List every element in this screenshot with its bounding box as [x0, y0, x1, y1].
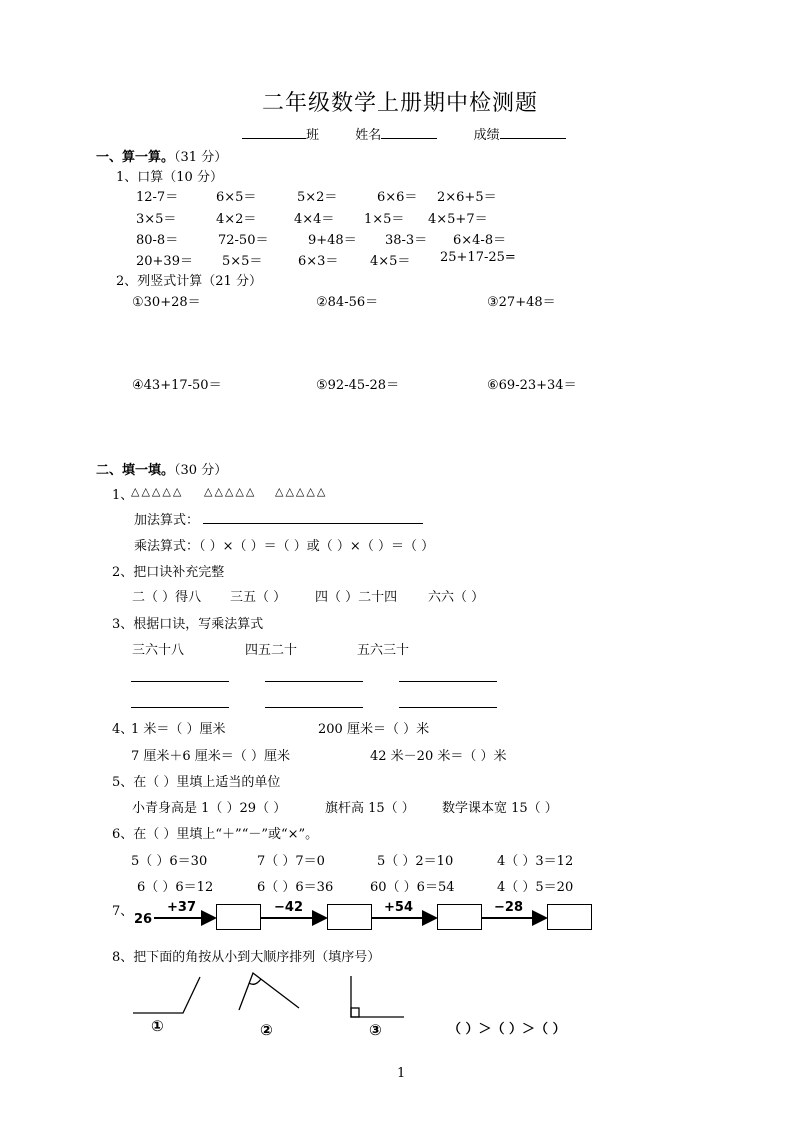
- angle-label: ③: [369, 1021, 382, 1039]
- s1-q2-label: 2、列竖式计算（21 分）: [116, 274, 262, 289]
- answer-line[interactable]: [399, 681, 497, 682]
- chain-answer-box[interactable]: [547, 904, 592, 930]
- oral-calc-item: 6×6＝: [377, 190, 418, 205]
- rhyme-item: 二（ ）得八: [132, 590, 202, 605]
- section1-heading: [96, 146, 227, 165]
- page-number: 1: [397, 1066, 406, 1081]
- rhyme-item: 六六（ ）: [428, 590, 485, 605]
- multiplication-expression: 乘法算式：（ ）×（ ）＝（ ）或（ ）×（ ）＝（ ）: [134, 539, 435, 554]
- chain-op: −42: [274, 900, 303, 915]
- vertical-calc-item: ③27+48＝: [487, 295, 556, 310]
- oral-calc-item: 5×2＝: [297, 190, 338, 205]
- operator-item: 7（ ）7＝0: [257, 854, 325, 869]
- oral-calc-item: 72-50＝: [218, 233, 269, 248]
- class-label: 班: [306, 128, 320, 143]
- s2-q6-label: 6、在（ ）里填上“＋”“－”或“×”。: [112, 827, 319, 842]
- unit-conversion: 7 厘米＋6 厘米＝（ ）厘米: [131, 749, 290, 764]
- oral-calc-item: 6×5＝: [216, 190, 257, 205]
- oral-calc-item: 38-3＝: [385, 233, 428, 248]
- triangle-group: △△△△△: [204, 485, 257, 498]
- section1-score: （31 分）: [174, 150, 228, 165]
- angle-order-answer[interactable]: （ ）＞（ ）＞（ ）: [448, 1022, 566, 1037]
- vertical-calc-item: ④43+17-50＝: [132, 378, 222, 393]
- oral-calc-item: 80-8＝: [136, 233, 179, 248]
- oral-calc-item: 9+48＝: [308, 233, 357, 248]
- angle-3: [351, 976, 404, 1017]
- chain-start-value: 26: [134, 912, 153, 927]
- operator-item: 6（ ）6＝12: [137, 880, 214, 895]
- name-blank[interactable]: [381, 126, 437, 139]
- oral-calc-item: 4×2＝: [216, 212, 257, 227]
- vertical-calc-item: ⑥69-23+34＝: [487, 378, 577, 393]
- score-blank[interactable]: [500, 126, 566, 139]
- chain-op: −28: [494, 900, 523, 915]
- rhyme-item: 三五（ ）: [230, 590, 287, 605]
- angle-label: ②: [260, 1021, 273, 1039]
- angle-figures: [0, 970, 800, 1030]
- operator-item: 4（ ）3＝12: [497, 854, 574, 869]
- class-blank[interactable]: [242, 126, 306, 139]
- angle-label: ①: [151, 1017, 164, 1035]
- rhyme-source: 五六三十: [357, 643, 410, 658]
- chain-op: +37: [167, 900, 196, 915]
- oral-calc-item: 20+39＝: [136, 254, 193, 269]
- oral-calc-item: 6×4-8＝: [453, 233, 507, 248]
- section2-heading: [96, 459, 227, 478]
- operator-item: 4（ ）5＝20: [497, 880, 574, 895]
- oral-calc-item: 6×3＝: [298, 254, 339, 269]
- s2-q2-label: 2、把口诀补充完整: [112, 565, 225, 580]
- operator-item: 5（ ）6＝30: [131, 854, 208, 869]
- rhyme-source: 四五二十: [245, 643, 298, 658]
- page-title: 二年级数学上册期中检测题: [262, 91, 539, 116]
- answer-line[interactable]: [265, 707, 363, 708]
- addition-answer-line[interactable]: [203, 523, 423, 524]
- addition-expression-label: 加法算式：: [134, 513, 200, 528]
- rhyme-source: 三六十八: [132, 643, 185, 658]
- s2-q3-label: 3、根据口诀，写乘法算式: [112, 617, 264, 632]
- answer-line[interactable]: [265, 681, 363, 682]
- unit-item: 数学课本宽 15（ ）: [442, 801, 558, 816]
- section2-score: （30 分）: [174, 463, 228, 478]
- s2-q5-label: 5、在（ ）里填上适当的单位: [112, 775, 281, 790]
- answer-line[interactable]: [131, 681, 229, 682]
- oral-calc-item: 4×4＝: [294, 212, 335, 227]
- s2-q1-num: 1、: [112, 488, 134, 503]
- triangle-group: △△△△△: [131, 485, 184, 498]
- score-label: 成绩: [473, 128, 500, 143]
- vertical-calc-item: ①30+28＝: [132, 295, 201, 310]
- chain-answer-box[interactable]: [327, 904, 372, 930]
- operator-item: 6（ ）6＝36: [257, 880, 334, 895]
- student-info-line: [242, 124, 566, 143]
- answer-line[interactable]: [399, 707, 497, 708]
- angle-1: [133, 977, 200, 1013]
- angle-2: [239, 973, 299, 1010]
- vertical-calc-item: ⑤92-45-28＝: [316, 378, 400, 393]
- vertical-calc-item: ②84-56＝: [316, 295, 379, 310]
- unit-conversion: 200 厘米＝（ ）米: [318, 722, 430, 737]
- unit-conversion: 42 米－20 米＝（ ）米: [370, 749, 507, 764]
- rhyme-item: 四（ ）二十四: [315, 590, 398, 605]
- oral-calc-item: 4×5+7＝: [428, 212, 488, 227]
- unit-item: 旗杆高 15（ ）: [325, 801, 415, 816]
- operator-item: 60（ ）6＝54: [370, 880, 455, 895]
- oral-calc-item: 4×5＝: [370, 254, 411, 269]
- s1-q1-label: 1、口算（10 分）: [116, 170, 223, 185]
- triangle-group: △△△△△: [275, 485, 328, 498]
- s2-q7-num: 7、: [112, 904, 134, 919]
- oral-calc-item: 5×5＝: [222, 254, 263, 269]
- name-label: 姓名: [355, 128, 382, 143]
- chain-op: +54: [384, 900, 413, 915]
- chain-answer-box[interactable]: [437, 904, 482, 930]
- operator-item: 5（ ）2＝10: [377, 854, 454, 869]
- oral-calc-item: 25+17-25=: [440, 250, 516, 265]
- oral-calc-item: 3×5＝: [136, 212, 177, 227]
- section2-title: 二、填一填。: [96, 463, 175, 478]
- s2-q8-label: 8、把下面的角按从小到大顺序排列（填序号）: [112, 950, 381, 965]
- oral-calc-item: 1×5＝: [364, 212, 405, 227]
- answer-line[interactable]: [131, 707, 229, 708]
- unit-conversion: 1 米＝（ ）厘米: [131, 722, 226, 737]
- oral-calc-item: 12-7＝: [136, 190, 179, 205]
- oral-calc-item: 2×6+5＝: [437, 190, 497, 205]
- s2-q4-num: 4、: [112, 722, 134, 737]
- chain-answer-box[interactable]: [216, 904, 261, 930]
- section1-title: 一、算一算。: [96, 150, 175, 165]
- unit-item: 小青身高是 1（ ）29（ ）: [132, 801, 287, 816]
